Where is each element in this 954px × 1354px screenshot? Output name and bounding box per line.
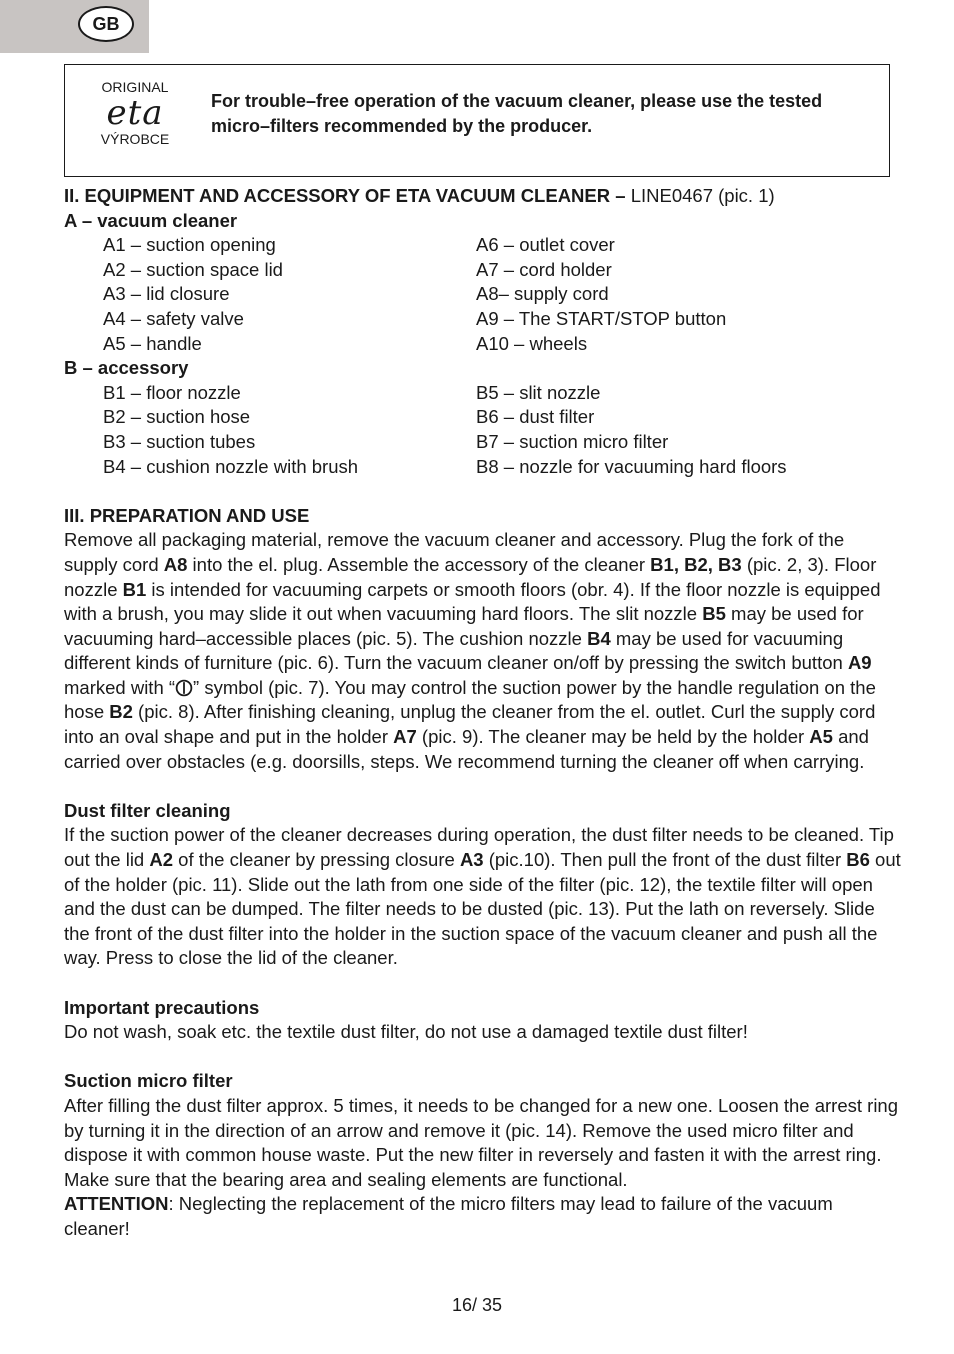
notice-text: For trouble–free operation of the vacuum cleaner, please use the tested micro–filters recommended by the producer. <box>211 91 823 136</box>
part-ref: A5 <box>809 726 833 748</box>
text-run: may be used for vacuuming different kinds of furniture (pic. 6). Turn the vacuum cleaner on/off by pressing the switch button <box>64 627 848 674</box>
language-badge: GB <box>78 6 134 42</box>
list-item: A6 – outlet cover <box>476 234 615 256</box>
language-tab <box>0 0 149 53</box>
list-item: B4 – cushion nozzle with brush <box>103 455 359 477</box>
part-ref: B1 <box>122 578 147 600</box>
part-ref: B5 <box>702 603 726 625</box>
micro-filter-paragraph: After filling the dust filter approx. 5 times, it needs to be changed for a new one. Loosen the arrest ring by turning it in the direction of an arrow and remove it (pic. 14). Remove the used micro filter and dispose it with common house waste. Put the new filter in reversely and fasten it with the arrest ring. Make sure that the bearing area and sealing elements are functional. <box>64 1094 899 1190</box>
text-run: Remove all packaging material, remove the vacuum cleaner and accessory. Plug the fork of the supply cord <box>64 529 845 575</box>
list-row <box>64 307 902 332</box>
logo-bottom-text: VÝROBCE <box>100 131 170 147</box>
spacer <box>64 971 902 996</box>
list-row <box>64 282 902 307</box>
list-row <box>64 405 902 430</box>
equipment-heading <box>64 184 902 209</box>
list-item: A4 – safety valve <box>103 307 244 329</box>
text-run: into the el. plug. Assemble the accessory of the cleaner <box>187 553 651 575</box>
equipment-heading-model: LINE0467 (pic. 1) <box>625 185 775 206</box>
page-number: 16/ 35 <box>451 1295 503 1315</box>
list-row <box>64 430 902 455</box>
list-item: A8– supply cord <box>476 283 609 305</box>
dust-filter-heading: Dust filter cleaning <box>64 799 231 821</box>
list-item: B3 – suction tubes <box>103 430 256 452</box>
list-item: B7 – suction micro filter <box>476 430 669 452</box>
list-item: A1 – suction opening <box>103 234 276 256</box>
text-run: ” symbol (pic. 7). You may control the suction power by the handle regulation on the hose <box>64 676 876 723</box>
preparation-paragraph <box>64 528 902 774</box>
text-run: (pic. 8). After finishing cleaning, unplug the cleaner from the el. outlet. Curl the supply cord into an oval shape and put in the holder <box>64 701 876 748</box>
part-ref: A9 <box>847 652 872 674</box>
list-item: A2 – suction space lid <box>103 258 283 280</box>
list-item: A7 – cord holder <box>476 258 612 280</box>
part-ref: B4 <box>587 627 611 649</box>
page-content <box>64 184 902 1242</box>
part-ref: A8 <box>163 553 188 575</box>
list-item: B5 – slit nozzle <box>476 381 601 403</box>
precautions-heading: Important precautions <box>64 996 260 1018</box>
logo-top-text: ORIGINAL <box>101 79 169 95</box>
text-run: marked with “ <box>64 676 176 698</box>
group-b-heading: B – accessory <box>64 357 189 379</box>
spacer <box>64 479 902 504</box>
group-a-heading: A – vacuum cleaner <box>64 209 238 231</box>
list-item: A9 – The START/STOP button <box>476 307 727 329</box>
text-run: (pic. 9). The cleaner may be held by the holder <box>416 726 810 748</box>
spacer <box>64 1045 902 1070</box>
list-item: A5 – handle <box>103 332 202 354</box>
list-row <box>64 455 902 480</box>
spacer <box>64 774 902 799</box>
precautions-paragraph: Do not wash, soak etc. the textile dust filter, do not use a damaged textile dust filter! <box>64 1021 748 1043</box>
list-item: B1 – floor nozzle <box>103 381 241 403</box>
dust-filter-paragraph <box>64 823 902 971</box>
equipment-heading-bold: II. EQUIPMENT AND ACCESSORY OF ETA VACUUM CLEANER – <box>64 185 626 206</box>
text-run: If the suction power of the cleaner decreases during operation, the dust filter needs to be cleaned. Tip out the lid <box>64 824 894 871</box>
part-ref: A7 <box>393 726 417 748</box>
list-row <box>64 233 902 258</box>
attention-paragraph <box>64 1192 902 1241</box>
attention-label: ATTENTION <box>64 1193 169 1215</box>
list-item: B2 – suction hose <box>103 406 251 428</box>
list-row <box>64 258 902 283</box>
micro-filter-heading: Suction micro filter <box>64 1070 233 1092</box>
part-ref: B2 <box>109 701 133 723</box>
list-row <box>64 381 902 406</box>
part-ref: B1, B2, B3 <box>650 553 742 575</box>
notice-box <box>64 64 890 177</box>
text-run: : Neglecting the replacement of the micro filters may lead to failure of the vacuum cleaner! <box>64 1193 833 1239</box>
part-ref: B6 <box>846 849 870 871</box>
text-run: is intended for vacuuming carpets or smooth floors (obr. 4). If the floor nozzle is equipped with a brush, you may slide it out when vacuuming hard floors. The slit nozzle <box>64 578 881 625</box>
part-ref: A3 <box>459 849 484 871</box>
preparation-heading: III. PREPARATION AND USE <box>64 504 310 526</box>
eta-logo <box>89 79 181 147</box>
list-row <box>64 332 902 357</box>
text-run: and carried over obstacles (e.g. doorsills, steps. We recommend turning the cleaner off when carrying. <box>64 726 869 772</box>
text-run: may be used for vacuuming hard–accessible places (pic. 5). The cushion nozzle <box>64 603 864 649</box>
text-run: (pic. 2, 3). Floor nozzle <box>64 553 877 600</box>
text-run: of the cleaner by pressing closure <box>173 849 460 871</box>
list-item: A3 – lid closure <box>103 283 230 305</box>
list-item: A10 – wheels <box>476 332 588 354</box>
power-icon <box>175 679 193 697</box>
list-item: B8 – nozzle for vacuuming hard floors <box>476 455 787 477</box>
text-run: out of the holder (pic. 11). Slide out the lath from one side of the filter (pic. 12), the textile filter will open and the dust can be dumped. The filter needs to be dusted (pic. 13). Put the lath on reversely. Slide the front of the dust filter into the holder in the suction space of the vacuum cleaner and push all the way. Press to close the lid of the cleaner. <box>64 849 901 969</box>
part-ref: A2 <box>149 849 174 871</box>
logo-brand: eta <box>106 93 164 133</box>
text-run: (pic.10). Then pull the front of the dust filter <box>483 849 847 871</box>
list-item: B6 – dust filter <box>476 406 595 428</box>
